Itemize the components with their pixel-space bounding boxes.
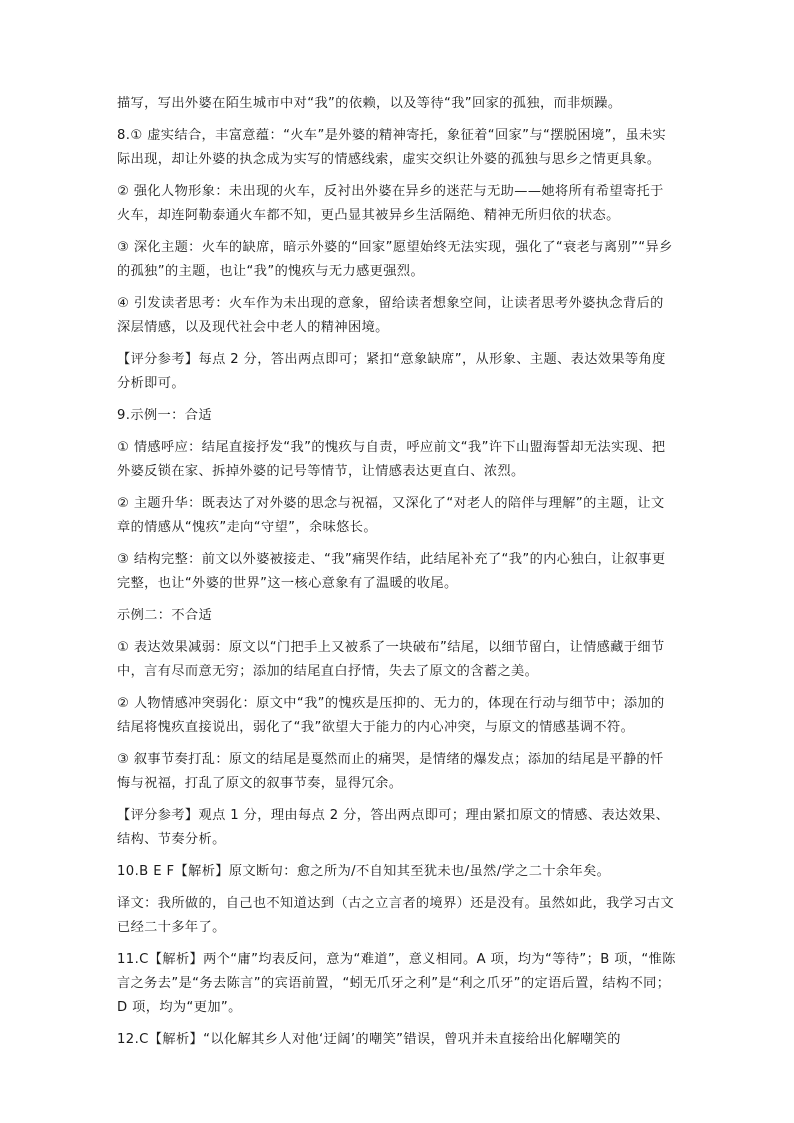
paragraph: 10.B E F【解析】原文断句：愈之所为/不自知其至犹未也/虽然/学之二十余年矣。 (117, 864, 611, 879)
paragraph: ② 强化人物形象：未出现的火车，反衬出外婆在异乡的迷茫与无助——她将所有希望寄托于火车，却连阿勒泰通火车都不知，更凸显其被异乡生活隔绝、精神无所归依的状态。 (117, 184, 664, 223)
document-body (117, 92, 677, 1060)
paragraph: ② 人物情感冲突弱化：原文中“我”的愧疚是压抑的、无力的，体现在行动与细节中；添加的结尾将愧疚直接说出，弱化了“我”欲望大于能力的内心冲突，与原文的情感基调不符。 (117, 696, 665, 735)
paragraph: 8.① 虚实结合，丰富意蕴：“火车”是外婆的精神寄托，象征着“回家”与“摆脱困境”，虽未实际出现，却让外婆的执念成为实写的情感线索，虚实交织让外婆的孤独与思乡之情更具象。 (117, 128, 667, 167)
paragraph: 12.C【解析】“以化解其乡人对他‘迂阔’的嘲笑”错误，曾巩并未直接给出化解嘲笑的 (117, 1032, 621, 1047)
paragraph: ② 主题升华：既表达了对外婆的思念与祝福，又深化了“对老人的陪伴与理解”的主题，让文章的情感从“愧疚”走向“守望”，余味悠长。 (117, 496, 665, 535)
paragraph: 【评分参考】观点 1 分，理由每点 2 分，答出两点即可；理由紧扣原文的情感、表达效果、结构、节奏分析。 (117, 808, 670, 847)
paragraph: 11.C【解析】两个“庸”均表反问，意为“难道”，意义相同。A 项，均为“等待”；B 项，“惟陈言之务去”是“务去陈言”的宾语前置，“蚓无爪牙之利”是“利之爪牙”的定语后置，结构不同；D 项，均为“更加”。 (117, 952, 676, 1015)
paragraph: 译文：我所做的，自己也不知道达到（古之立言者的境界）还是没有。虽然如此，我学习古文已经二十多年了。 (117, 896, 675, 935)
paragraph: ③ 深化主题：火车的缺席，暗示外婆的“回家”愿望始终无法实现，强化了“衰老与离别”“异乡的孤独”的主题，也让“我”的愧疚与无力感更强烈。 (117, 240, 673, 279)
paragraph: ① 情感呼应：结尾直接抒发“我”的愧疚与自责，呼应前文“我”许下山盟海誓却无法实现、把外婆反锁在家、拆掉外婆的记号等情节，让情感表达更直白、浓烈。 (117, 440, 666, 479)
paragraph: 示例二：不合适 (117, 608, 213, 623)
paragraph: ① 表达效果减弱：原文以“门把手上又被系了一块破布”结尾，以细节留白，让情感藏于细节中，言有尽而意无穷；添加的结尾直白抒情，失去了原文的含蓄之美。 (117, 640, 665, 679)
paragraph: ③ 叙事节奏打乱：原文的结尾是戛然而止的痛哭，是情绪的爆发点；添加的结尾是平静的忏悔与祝福，打乱了原文的叙事节奏，显得冗余。 (117, 752, 664, 791)
paragraph: 9.示例一：合适 (117, 408, 212, 423)
paragraph: ④ 引发读者思考：火车作为未出现的意象，留给读者想象空间，让读者思考外婆执念背后的深层情感，以及现代社会中老人的精神困境。 (117, 296, 664, 335)
paragraph: ③ 结构完整：前文以外婆被接走、“我”痛哭作结，此结尾补充了“我”的内心独白，让叙事更完整，也让“外婆的世界”这一核心意象有了温暖的收尾。 (117, 552, 666, 591)
paragraph: 描写，写出外婆在陌生城市中对“我”的依赖，以及等待“我”回家的孤独，而非烦躁。 (117, 96, 622, 111)
paragraph: 【评分参考】每点 2 分，答出两点即可；紧扣“意象缺席”，从形象、主题、表达效果等角度分析即可。 (117, 352, 666, 391)
